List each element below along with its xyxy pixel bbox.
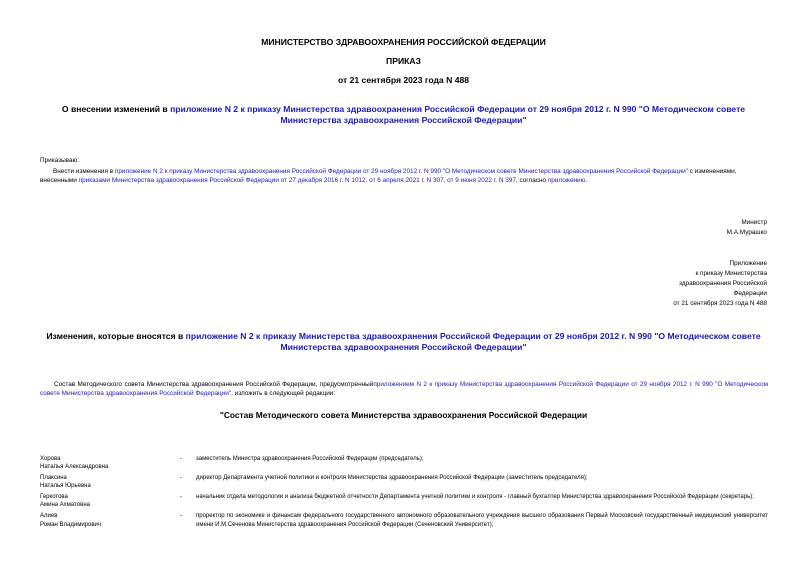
member-given-name: Наталья Юрьевна bbox=[40, 483, 91, 490]
changes-text-a: Состав Методического совета Министерства здравоохранения Российской Федерации, предусмотренный bbox=[54, 381, 374, 388]
signature-name: М.А.Мурашко bbox=[726, 229, 767, 236]
member-role: директор Департамента учетной политики и контроля Министерства здравоохранения Российской Федерации (заместитель председателя); bbox=[196, 475, 588, 482]
order-link-appendix-ref[interactable]: приложению bbox=[547, 177, 586, 184]
member-role: проректор по экономике и финансам федерального государственного автономного образовательного учреждения высшего образования Первый Московский государственный медицинский университет имени И.М.Сеченова Министерства здравоохранения Российской Федерации (Сеченовский Университет); bbox=[196, 513, 768, 528]
member-given-name: Роман Владимирович bbox=[40, 521, 102, 528]
order-text-d: . bbox=[585, 177, 588, 184]
member-name bbox=[40, 455, 180, 474]
signature-position: Министр bbox=[741, 219, 767, 226]
member-dash: - bbox=[180, 494, 182, 501]
ministry-heading: МИНИСТЕРСТВО ЗДРАВООХРАНЕНИЯ РОССИЙСКОЙ ФЕДЕРАЦИИ bbox=[261, 37, 546, 47]
member-dash: - bbox=[180, 475, 182, 482]
member-name bbox=[40, 474, 180, 493]
table-row bbox=[40, 474, 768, 493]
order-paragraph bbox=[40, 167, 770, 185]
member-given-name: Наталья Александровна bbox=[40, 464, 109, 471]
member-surname: Геркотова bbox=[40, 494, 68, 501]
doc-title-prefix: О внесении изменений в bbox=[61, 104, 171, 114]
member-surname: Хорова bbox=[40, 456, 61, 462]
doc-date-number: от 21 сентября 2023 года N 488 bbox=[337, 75, 470, 85]
order-link-appendix[interactable]: приложение N 2 к приказу Министерства здравоохранения Российской Федерации от 29 ноября 2012 г. N 990 "О Методическом совете Министерства здравоохранения Российской Федерации" bbox=[114, 168, 688, 175]
members-body bbox=[40, 455, 768, 531]
member-dash: - bbox=[180, 513, 182, 520]
changes-paragraph bbox=[40, 380, 768, 398]
member-surname: Плаксина bbox=[40, 475, 67, 482]
doc-type-heading: ПРИКАЗ bbox=[386, 56, 421, 66]
order-text-b: с изменениями, внесенными bbox=[40, 168, 737, 184]
doc-title bbox=[40, 104, 767, 125]
member-name bbox=[40, 493, 180, 512]
order-text-a: Внести изменения в bbox=[53, 168, 115, 175]
appendix-line2: к приказу Министерства bbox=[695, 270, 767, 277]
appendix-line1: Приложение bbox=[729, 260, 767, 267]
member-role: заместитель Министра здравоохранения Российской Федерации (председатель); bbox=[196, 456, 424, 462]
changes-title-prefix: Изменения, которые вносятся в bbox=[46, 331, 186, 341]
member-role: начальник отдела методологии и анализа бюджетной отчетности Департамента учетной политики и контроля - главный бухгалтер Министерства здравоохранения Российской Федерации (секретарь); bbox=[196, 494, 754, 501]
appendix-line5: от 21 сентября 2023 года N 488 bbox=[673, 300, 767, 307]
appendix-line3: здравоохранения Российской bbox=[679, 280, 767, 287]
member-dash: - bbox=[180, 456, 182, 462]
changes-link[interactable]: приложением N 2 к приказу Министерства здравоохранения Российской Федерации от 29 ноября 2012 г. N 990 "О Методическом совете Министерства здравоохранения Российской Федерации" bbox=[40, 381, 768, 397]
member-surname: Алиев bbox=[40, 513, 58, 520]
changes-text-b: , изложить в следующей редакции: bbox=[231, 390, 336, 397]
order-intro: Приказываю: bbox=[40, 157, 80, 164]
members-table bbox=[40, 455, 768, 531]
appendix-line4: Федерации bbox=[733, 290, 767, 297]
order-link-amendments[interactable]: приказами Министерства здравоохранения Российской Федерации от 27 декабря 2016 г. N 1012, от 6 апреля 2021 г. N 307, от 9 июня 2022 г. N 397 bbox=[78, 177, 516, 184]
member-name bbox=[40, 512, 180, 531]
member-given-name: Амина Ахматовна bbox=[40, 502, 90, 509]
table-row bbox=[40, 455, 768, 474]
table-row bbox=[40, 512, 768, 531]
table-row bbox=[40, 493, 768, 512]
changes-title-link[interactable]: приложение N 2 к приказу Министерства здравоохранения Российской Федерации от 29 ноября 2012 г. N 990 "О Методическом совете Министерства здравоохранения Российской Федерации" bbox=[185, 331, 761, 352]
doc-title-link[interactable]: приложение N 2 к приказу Министерства здравоохранения Российской Федерации от 29 ноября 2012 г. N 990 "О Методическом совете Министерства здравоохранения Российской Федерации" bbox=[170, 104, 746, 125]
composition-title: "Состав Методического совета Министерства здравоохранения Российской Федерации bbox=[219, 410, 588, 420]
order-text-c: , согласно bbox=[515, 177, 548, 184]
changes-title bbox=[40, 331, 767, 352]
